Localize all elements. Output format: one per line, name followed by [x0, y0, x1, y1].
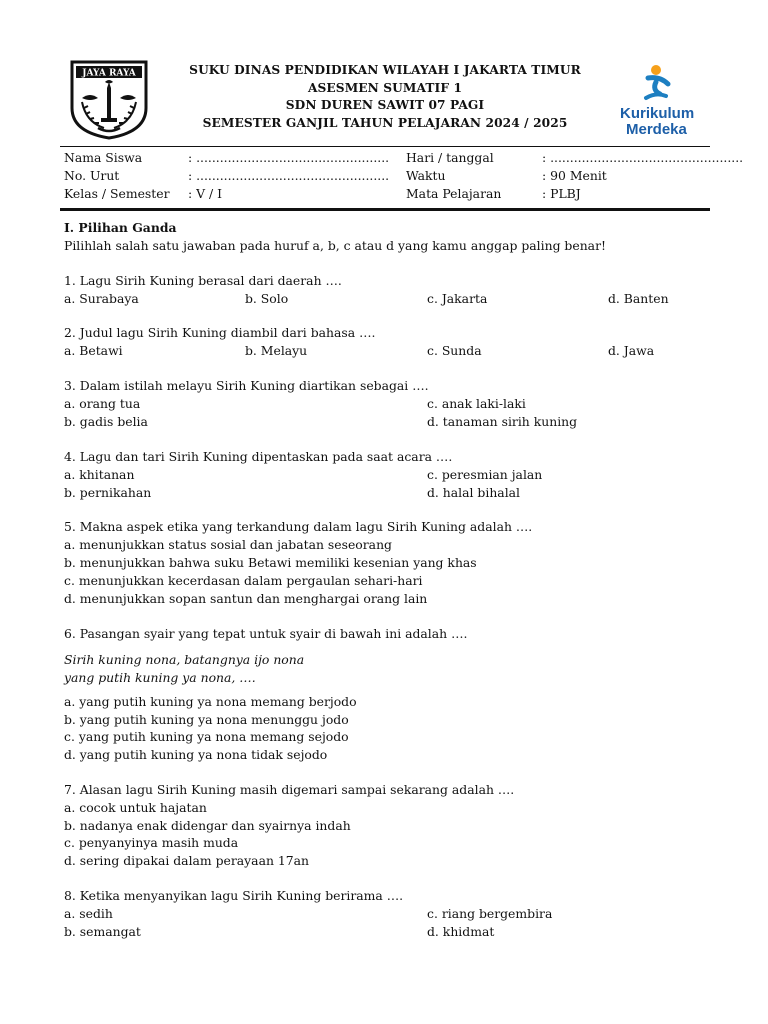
option-6a: a. yang putih kuning ya nona memang berjodo: [64, 694, 357, 709]
option-1b: b. Solo: [245, 291, 289, 306]
jaya-raya-logo: [68, 58, 150, 140]
kurikulum-merdeka-logo: [616, 62, 708, 138]
option-8c: c. riang bergembira: [427, 906, 553, 921]
option-5a: a. menunjukkan status sosial dan jabatan seseorang: [64, 537, 392, 552]
option-8a: a. sedih: [64, 906, 113, 921]
info-value-waktu: : 90 Menit: [542, 168, 607, 183]
section-instruction: Pilihlah salah satu jawaban pada huruf a, b, c atau d yang kamu anggap paling benar!: [64, 238, 606, 253]
option-4c: c. peresmian jalan: [427, 467, 543, 482]
option-6c: c. yang putih kuning ya nona memang sejodo: [64, 729, 349, 744]
title-line-agency: SUKU DINAS PENDIDIKAN WILAYAH I JAKARTA TIMUR: [189, 63, 581, 77]
info-label-waktu: Waktu: [406, 168, 446, 183]
option-3a: a. orang tua: [64, 396, 141, 411]
poem-line-1: Sirih kuning nona, batangnya ijo nona: [64, 652, 305, 667]
info-value-nama: : .................................................: [188, 150, 390, 165]
info-value-kelas: : V / I: [188, 186, 223, 201]
option-5b: b. menunjukkan bahwa suku Betawi memiliki kesenian yang khas: [64, 555, 477, 570]
option-4d: d. halal bihalal: [427, 485, 521, 500]
question-1: 1. Lagu Sirih Kuning berasal dari daerah ….: [64, 273, 342, 288]
option-4a: a. khitanan: [64, 467, 135, 482]
school-header-title: [160, 62, 610, 132]
option-2c: c. Sunda: [427, 343, 482, 358]
option-8b: b. semangat: [64, 924, 141, 939]
info-label-kelas: Kelas / Semester: [64, 186, 170, 201]
option-6d: d. yang putih kuning ya nona tidak sejodo: [64, 747, 328, 762]
option-7b: b. nadanya enak didengar dan syairnya indah: [64, 818, 351, 833]
info-value-hari: : .................................................: [542, 150, 744, 165]
info-label-mapel: Mata Pelajaran: [406, 186, 502, 201]
info-divider: [60, 208, 710, 211]
question-7: 7. Alasan lagu Sirih Kuning masih digemari sampai sekarang adalah ….: [64, 782, 515, 797]
option-5c: c. menunjukkan kecerdasan dalam pergaulan sehari-hari: [64, 573, 423, 588]
option-8d: d. khidmat: [427, 924, 495, 939]
title-line-school: SDN DUREN SAWIT 07 PAGI: [285, 98, 485, 113]
info-label-nama: Nama Siswa: [64, 150, 143, 165]
info-value-mapel: : PLBJ: [542, 186, 581, 201]
question-6: 6. Pasangan syair yang tepat untuk syair di bawah ini adalah ….: [64, 626, 468, 641]
option-7a: a. cocok untuk hajatan: [64, 800, 207, 815]
info-value-urut: : .................................................: [188, 168, 390, 183]
info-label-hari: Hari / tanggal: [406, 150, 494, 165]
option-4b: b. pernikahan: [64, 485, 152, 500]
option-2d: d. Jawa: [608, 343, 655, 358]
title-line-semester: SEMESTER GANJIL TAHUN PELAJARAN 2024 / 2025: [202, 115, 568, 130]
jaya-raya-label: JAYA RAYA: [82, 68, 136, 79]
option-3c: c. anak laki-laki: [427, 396, 526, 411]
option-7c: c. penyanyinya masih muda: [64, 835, 239, 850]
option-7d: d. sering dipakai dalam perayaan 17an: [64, 853, 310, 868]
option-2a: a. Betawi: [64, 343, 123, 358]
question-8: 8. Ketika menyanyikan lagu Sirih Kuning berirama ….: [64, 888, 404, 903]
option-2b: b. Melayu: [245, 343, 308, 358]
header-divider: [60, 146, 710, 147]
question-2: 2. Judul lagu Sirih Kuning diambil dari bahasa ….: [64, 325, 376, 340]
poem-line-2: yang putih kuning ya nona, ….: [64, 670, 256, 685]
option-3b: b. gadis belia: [64, 414, 148, 429]
info-label-urut: No. Urut: [64, 168, 120, 183]
logo-kurikulum-text: Kurikulum: [620, 105, 695, 122]
question-3: 3. Dalam istilah melayu Sirih Kuning diartikan sebagai ….: [64, 378, 429, 393]
option-1c: c. Jakarta: [427, 291, 488, 306]
logo-merdeka-text: Merdeka: [626, 121, 687, 138]
option-3d: d. tanaman sirih kuning: [427, 414, 578, 429]
question-5: 5. Makna aspek etika yang terkandung dalam lagu Sirih Kuning adalah ….: [64, 519, 533, 534]
option-1a: a. Surabaya: [64, 291, 139, 306]
question-4: 4. Lagu dan tari Sirih Kuning dipentaskan pada saat acara ….: [64, 449, 453, 464]
title-line-exam: ASESMEN SUMATIF 1: [307, 80, 463, 95]
option-5d: d. menunjukkan sopan santun dan menghargai orang lain: [64, 591, 428, 606]
section-title: I. Pilihan Ganda: [64, 220, 177, 235]
option-1d: d. Banten: [608, 291, 669, 306]
option-6b: b. yang putih kuning ya nona menunggu jodo: [64, 712, 349, 727]
